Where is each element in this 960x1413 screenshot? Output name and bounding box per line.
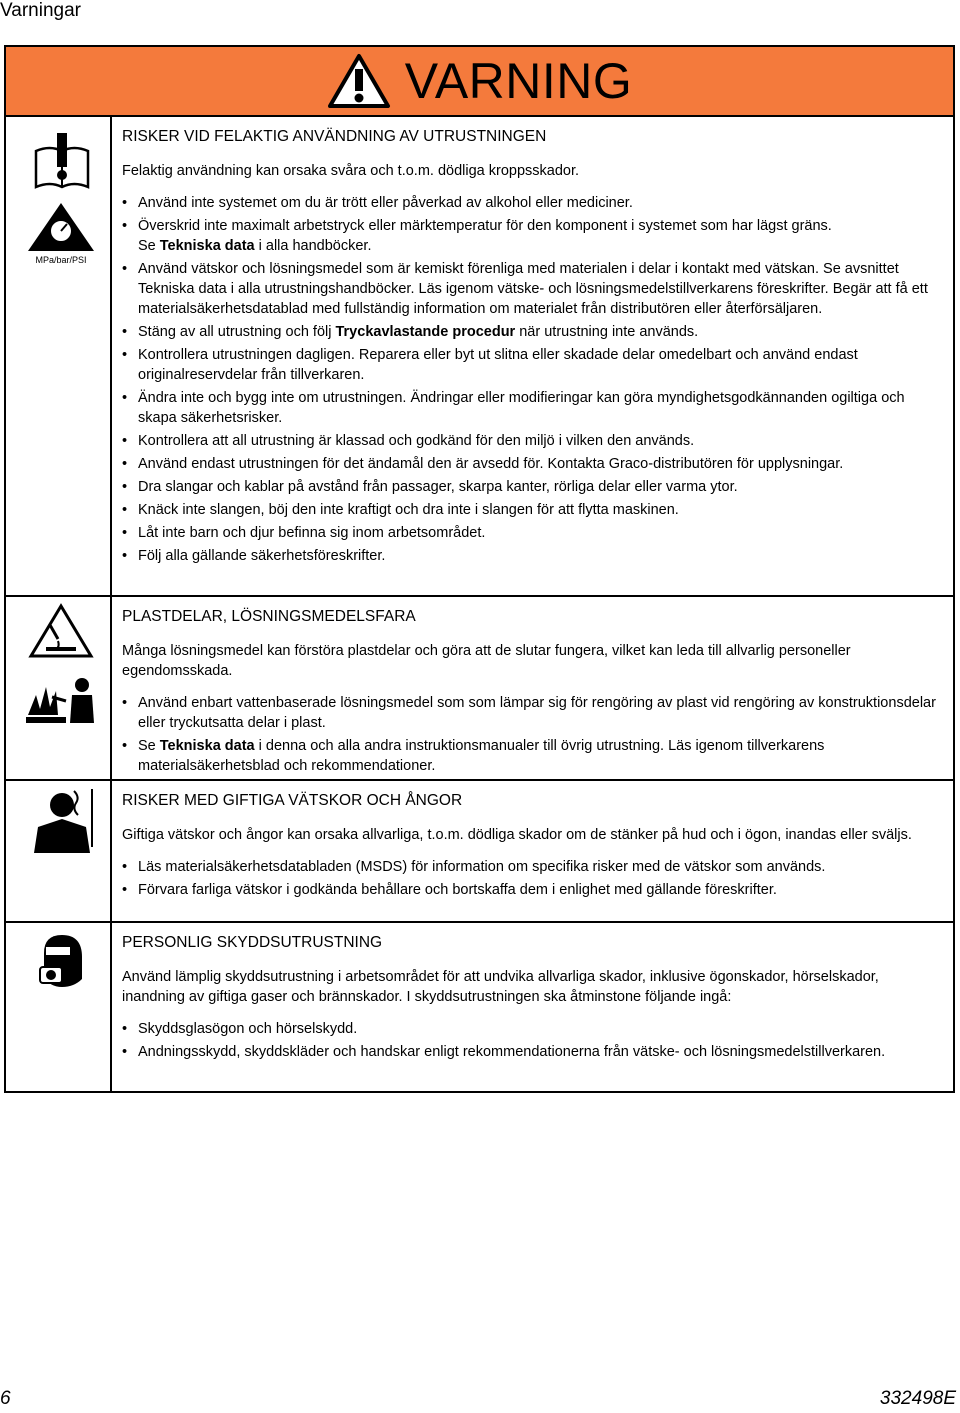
bullet-list <box>122 1019 945 1062</box>
list-item: • Stäng av all utrustning och följ Tryckavlastande procedur när utrustning inte används. <box>122 322 945 342</box>
section-heading: PERSONLIG SKYDDSUTRUSTNING <box>122 934 383 951</box>
list-item: • Läs materialsäkerhetsdatabladen (MSDS) för information om specifika risker med de vätskor som används. <box>122 857 945 877</box>
section-intro: Giftiga vätskor och ångor kan orsaka allvarliga, t.o.m. dödliga skador om de stänker på hud och i ögon, inandas eller sväljs. <box>122 827 912 843</box>
list-item: • Kontrollera att all utrustning är klassad och godkänd för den miljö i vilken den används. <box>122 431 945 451</box>
chemical-hazard-icon <box>28 603 94 659</box>
banner-title: VARNING <box>404 53 633 109</box>
section-toxic-fluids <box>6 781 953 923</box>
spray-burst-icon <box>22 675 102 727</box>
list-item: • Använd vätskor och lösningsmedel som är kemiskt förenliga med materialen i delar i kontakt med vätskan. Se avsnittet Tekniska data i alla utrustningshandböcker. Läs igenom vätske- och lösningsmedelstillverkarens föreskrifter. Begär att få ett materialsäkerhetsdatablad med fullständig information om materialet från distributören eller återförsäljaren. <box>122 259 945 319</box>
section-heading: PLASTDELAR, LÖSNINGSMEDELSFARA <box>122 608 416 625</box>
section-plastic-solvent <box>6 597 953 781</box>
tekniska-data-link: Tekniska data <box>159 238 255 254</box>
read-manual-icon <box>32 131 92 191</box>
pressure-unit-label: MPa/bar/PSI <box>35 255 87 265</box>
toxic-fumes-icon <box>30 787 100 855</box>
list-item: • Dra slangar och kablar på avstånd från passager, skarpa kanter, rörliga delar eller varma ytor. <box>122 477 945 497</box>
list-item: • Kontrollera utrustningen dagligen. Reparera eller byt ut slitna eller skadade delar omedelbart och använd endast originalreservdelar från tillverkaren. <box>122 345 945 385</box>
list-item: • Använd inte systemet om du är trött eller påverkad av alkohol eller mediciner. <box>122 193 945 213</box>
bullet-list <box>122 857 945 900</box>
list-item: • Låt inte barn och djur befinna sig inom arbetsområdet. <box>122 523 945 543</box>
pressure-relief-reference: Tryckavlastande procedur <box>335 324 516 340</box>
list-item: • Andningsskydd, skyddskläder och handskar enligt rekommendationerna från vätske- och lösningsmedelstillverkaren. <box>122 1042 945 1062</box>
list-item: • Se Tekniska data i denna och alla andra instruktionsmanualer till övrig utrustning. Läs igenom tillverkarens materialsäkerhetsblad och rekommendationer. <box>122 736 945 776</box>
section-heading: RISKER VID FELAKTIG ANVÄNDNING AV UTRUSTNINGEN <box>122 128 547 145</box>
section-intro: Många lösningsmedel kan förstöra plastdelar och göra att de slutar fungera, vilket kan leda till allvarlig personeller egendomsskada. <box>122 643 851 679</box>
warning-table <box>4 45 955 1093</box>
section-heading: RISKER MED GIFTIGA VÄTSKOR OCH ÅNGOR <box>122 792 463 809</box>
list-item: • Knäck inte slangen, böj den inte kraftigt och dra inte i slangen för att flytta maskinen. <box>122 500 945 520</box>
section-intro: Använd lämplig skyddsutrustning i arbetsområdet för att undvika allvarliga skador, inklusive ögonskador, hörselskador, inandning av giftiga gaser och brännskador. I skyddsutrustningen ska åtminstone följande ingå: <box>122 969 879 1005</box>
pressure-gauge-icon <box>26 201 96 267</box>
section-equipment-misuse <box>6 117 953 597</box>
document-code: 332498E <box>879 1388 956 1409</box>
list-item: • Överskrid inte maximalt arbetstryck eller märktemperatur för den komponent i systemet som har lägst gräns. Se Tekniska data i alla handböcker. <box>122 216 945 256</box>
protective-mask-icon <box>36 933 86 991</box>
list-item: • Skyddsglasögon och hörselskydd. <box>122 1019 945 1039</box>
warning-banner <box>6 47 953 117</box>
list-item: • Använd enbart vattenbaserade lösningsmedel som som lämpar sig för rengöring av plast vid rengöring av konstruktionsdelar eller tryckutsatta delar i plast. <box>122 693 945 733</box>
tekniska-data-link: Tekniska data <box>159 738 255 754</box>
section-intro: Felaktig användning kan orsaka svåra och t.o.m. dödliga kroppsskador. <box>122 163 580 179</box>
bullet-list <box>122 693 945 776</box>
warning-triangle-icon <box>327 53 391 109</box>
list-item: • Ändra inte och bygg inte om utrustningen. Ändringar eller modifieringar kan göra myndighetsgodkännanden ogiltiga och skapa säkerhetsrisker. <box>122 388 945 428</box>
bullet-list <box>122 193 945 566</box>
list-item: • Använd endast utrustningen för det ändamål den är avsedd för. Kontakta Graco-distributören för upplysningar. <box>122 454 945 474</box>
list-item: • Förvara farliga vätskor i godkända behållare och bortskaffa dem i enlighet med gällande föreskrifter. <box>122 880 945 900</box>
page-number: 6 <box>0 1388 11 1409</box>
section-protective-equipment <box>6 923 953 1091</box>
page-section-title: Varningar <box>0 0 81 21</box>
list-item: • Följ alla gällande säkerhetsföreskrifter. <box>122 546 945 566</box>
